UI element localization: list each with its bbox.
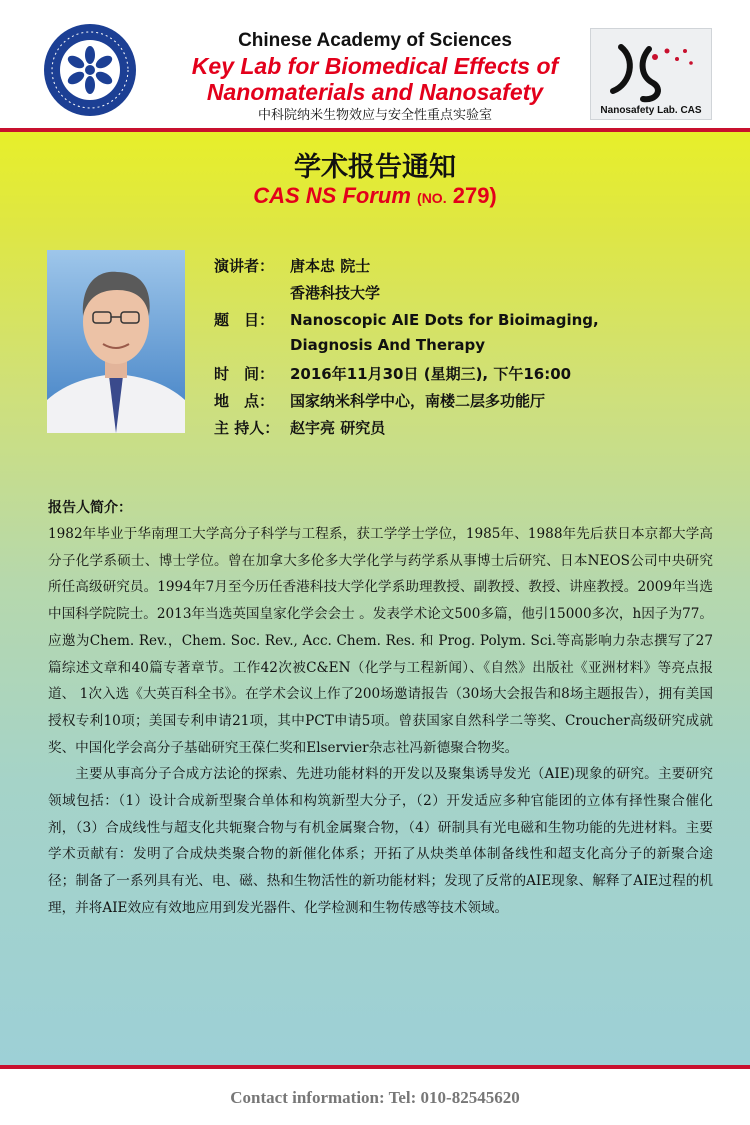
nanosafety-logo bbox=[590, 28, 712, 120]
info-label: 演讲者： bbox=[214, 257, 275, 275]
contact-info: Contact information: Tel: 010-82545620 bbox=[230, 1088, 520, 1107]
speaker-photo bbox=[47, 250, 185, 433]
info-value: 香港科技大学 bbox=[290, 284, 381, 302]
info-label: 地 点： bbox=[214, 392, 275, 410]
info-value: Diagnosis And Therapy bbox=[290, 336, 486, 354]
bio-paragraph-1: 1982年毕业于华南理工大学高分子科学与工程系，获工学学士学位，1985年、1988年先后获日本京都大学高分子化学系硕士、博士学位。曾在加拿大多伦多大学化学与药学系从事博士后研究、日本NEOS公司中央研究所任高级研究员。1994年7月至今历任香港科技大学化学系助理教授、副教授、教授、讲座教授。2009年当选中国科学院院士。2013年当选英国皇家化学会会士 。发表学术论文500多篇，他引15000多次，h因子为77。应邀为Chem. Rev.，Chem. Soc. Rev., Acc. Chem. Res. 和 Prog. Polym. Sci.等高影响力杂志撰写了27篇综述文章和40篇专著章节。工作42次被C&EN（化学与工程新闻）、《自然》出版社《亚洲材料》等亮点报道、 1次入选《大英百科全书》。在学术会议上作了200场邀请报告（30场大会报告和8场主题报告），拥有美国授权专利10项；美国专利申请21项，其中PCT申请5项。曾获国家自然科学二等奖、Croucher高级研究成就奖、中国化学会高分子基础研究王葆仁奖和Elservier杂志社冯新德聚合物奖。 bbox=[48, 526, 713, 756]
lab-name-chinese: 中科院纳米生物效应与安全性重点实验室 bbox=[257, 108, 492, 123]
nanosafety-logo-text: Nanosafety Lab. CAS bbox=[600, 105, 702, 116]
info-value: 赵宇亮 研究员 bbox=[290, 419, 386, 437]
bio-text bbox=[48, 521, 713, 922]
info-topic bbox=[214, 309, 599, 330]
info-affiliation bbox=[214, 282, 380, 303]
info-speaker bbox=[214, 255, 370, 276]
info-topic-cont bbox=[214, 336, 485, 354]
bio-heading: 报告人简介： bbox=[48, 500, 132, 516]
forum-number: 279) bbox=[452, 183, 497, 208]
info-label: 主 持人： bbox=[214, 419, 280, 437]
info-value: Nanoscopic AIE Dots for Bioimaging, bbox=[290, 311, 599, 329]
org-name: Chinese Academy of Sciences bbox=[238, 30, 512, 51]
info-host bbox=[214, 417, 385, 438]
forum-no-label: (NO. bbox=[417, 190, 447, 206]
lab-name-line2: Nanomaterials and Nanosafety bbox=[206, 79, 544, 105]
info-time bbox=[214, 363, 571, 384]
bio-paragraph-2: 主要从事高分子合成方法论的探索、先进功能材料的开发以及聚集诱导发光（AIE)现象的研究。主要研究领域包括：（1）设计合成新型聚合单体和构筑新型大分子，（2）开发适应多种官能团的立体有择性聚合催化剂，（3）合成线性与超支化共轭聚合物与有机金属聚合物，（4）研制具有光电磁和生物功能的先进材料。主要学术贡献有：发明了合成炔类聚合物的新催化体系；开拓了从炔类单体制备线性和超支化高分子的新聚合途径；制备了一系列具有光、电、磁、热和生物活性的新功能材料；发现了反常的AIE现象、解释了AIE过程的机理，并将AIE效应有效地应用到发光器件、化学检测和生物传感等技术领域。 bbox=[48, 766, 713, 916]
info-location bbox=[214, 390, 545, 411]
info-label: 题 目： bbox=[214, 311, 275, 329]
forum-label bbox=[0, 183, 750, 209]
notice-title: 学术报告通知 bbox=[294, 152, 456, 183]
forum-name: CAS NS Forum bbox=[253, 183, 411, 208]
info-label: 时 间： bbox=[214, 365, 275, 383]
info-value: 唐本忠 院士 bbox=[290, 257, 371, 275]
info-value: 国家纳米科学中心，南楼二层多功能厅 bbox=[290, 392, 546, 410]
lab-name-line1: Key Lab for Biomedical Effects of bbox=[191, 53, 559, 79]
info-value: 2016年11月30日 (星期三), 下午16:00 bbox=[290, 365, 572, 383]
